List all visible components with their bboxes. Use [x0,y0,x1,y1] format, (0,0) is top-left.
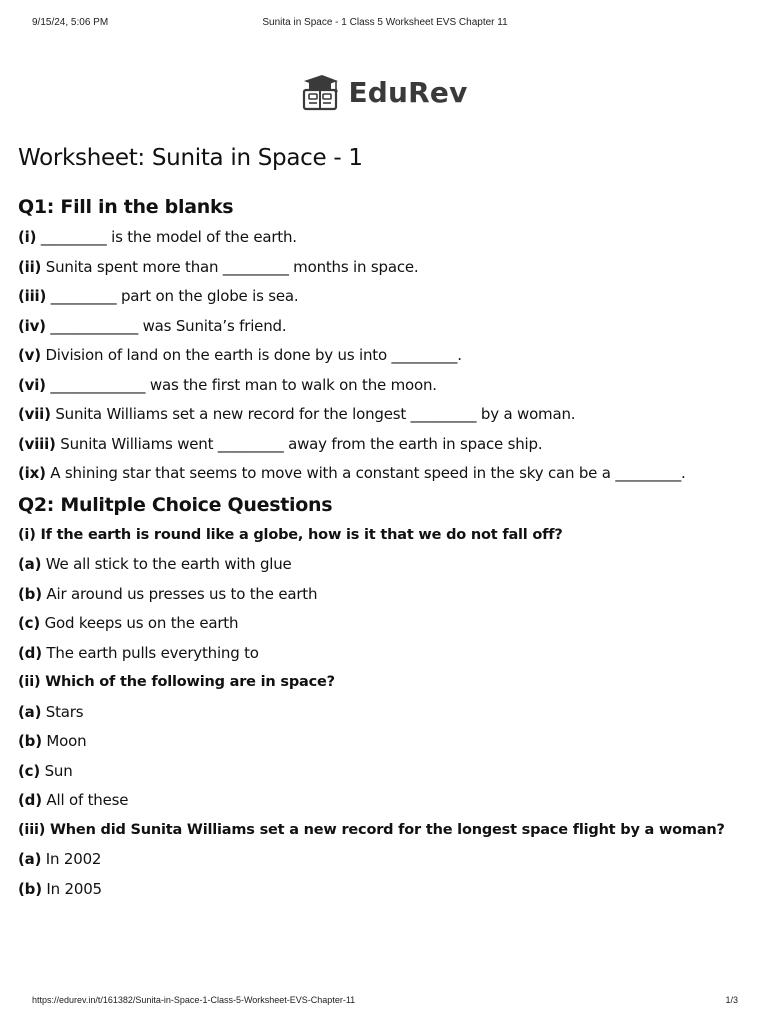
option-text: Moon [41,732,87,750]
logo-text: EduRev [348,75,468,109]
option-label: (b) [18,584,42,603]
item-text: Sunita spent more than _________ months in space. [41,257,419,276]
q1-item [18,459,748,489]
mcq-option [18,639,748,669]
q1-item [18,341,748,371]
q2-list [18,521,748,905]
mcq-option [18,550,748,580]
mcq-option [18,757,748,787]
print-header [32,17,738,31]
edurev-logo[interactable] [0,72,768,112]
q1-list [18,223,748,489]
item-label: (ii) [18,257,42,276]
q1-item [18,312,748,342]
mcq-question: (i) If the earth is round like a globe, how is it that we do not fall off? [18,526,563,543]
q1-heading: Q1: Fill in the blanks [18,196,234,218]
item-label: (vi) [18,375,46,394]
option-label: (a) [18,555,42,573]
mcq-option [18,580,748,610]
page-number: 1/3 [725,995,738,1005]
print-page-title: Sunita in Space - 1 Class 5 Worksheet EVS Chapter 11 [262,17,508,28]
option-label: (c) [18,761,41,780]
item-label: (iii) [18,287,47,305]
option-text: All of these [41,791,129,809]
item-text: Sunita Williams set a new record for the longest _________ by a woman. [50,405,576,423]
item-text: _________ part on the globe is sea. [46,287,299,305]
option-text: The earth pulls everything to [41,643,259,662]
item-text: Sunita Williams went _________ away from the earth in space ship. [55,434,543,453]
worksheet-title: Worksheet: Sunita in Space - 1 [18,145,363,171]
item-text: _________ is the model of the earth. [36,228,297,246]
item-label: (vii) [18,405,51,423]
q1-item [18,253,748,283]
item-text: A shining star that seems to move with a constant speed in the sky can be a _________. [45,464,686,482]
mcq-option [18,727,748,757]
q1-item [18,223,748,253]
option-text: In 2005 [41,879,102,898]
option-label: (b) [18,879,42,898]
item-label: (i) [18,228,37,246]
item-label: (iv) [18,316,46,335]
mcq-option [18,698,748,728]
option-label: (b) [18,732,42,750]
option-text: Air around us presses us to the earth [41,584,318,603]
item-text: _____________ was the first man to walk on the moon. [45,375,437,394]
print-datetime: 9/15/24, 5:06 PM [32,17,109,28]
item-text: ____________ was Sunita’s friend. [45,316,287,335]
edurev-book-cap-icon [300,73,340,111]
q2-heading: Q2: Mulitple Choice Questions [18,493,333,516]
mcq-question: (iii) When did Sunita Williams set a new record for the longest space flight by a woman? [18,821,725,838]
item-label: (ix) [18,464,46,482]
q1-item [18,371,748,401]
mcq-option [18,609,748,639]
print-url[interactable]: https://edurev.in/t/161382/Sunita-in-Space-1-Class-5-Worksheet-EVS-Chapter-11 [32,995,356,1005]
worksheet-content [18,140,748,904]
option-text: Sun [40,761,73,780]
option-text: We all stick to the earth with glue [41,555,292,573]
q1-item [18,282,748,312]
item-label: (viii) [18,434,56,453]
option-label: (a) [18,850,42,868]
option-label: (d) [18,791,42,809]
option-label: (a) [18,702,42,721]
q1-item [18,400,748,430]
option-label: (d) [18,643,42,662]
print-footer [32,995,738,1009]
q1-item [18,430,748,460]
mcq-option [18,845,748,875]
mcq-question: (ii) Which of the following are in space? [18,674,335,690]
item-text: Division of land on the earth is done by us into _________. [40,346,462,364]
option-text: Stars [41,702,84,721]
mcq-option [18,786,748,816]
option-text: In 2002 [41,850,102,868]
mcq-option [18,875,748,905]
option-label: (c) [18,614,41,632]
option-text: God keeps us on the earth [40,614,239,632]
item-label: (v) [18,346,41,364]
